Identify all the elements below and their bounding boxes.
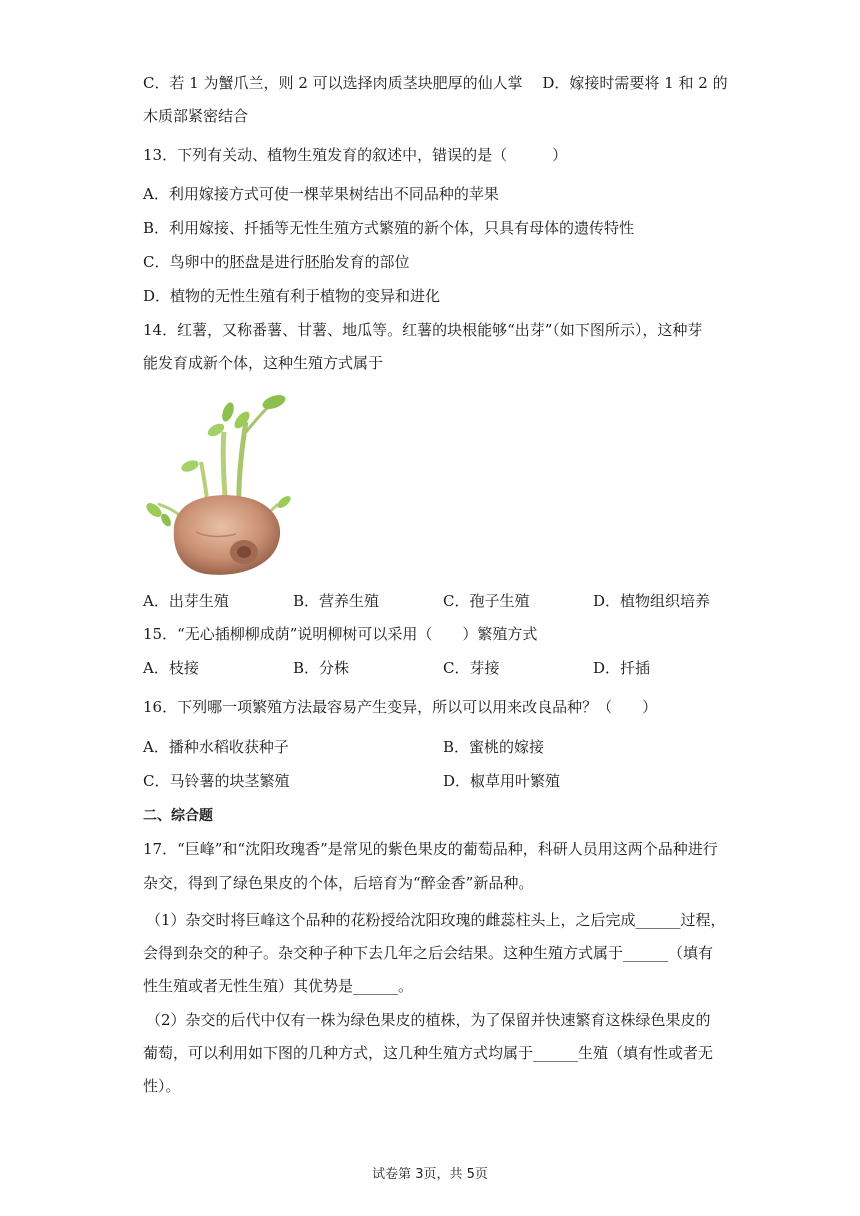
question-13: 13．下列有关动、植物生殖发育的叙述中，错误的是（ ） <box>143 146 568 164</box>
q17-part1-line3: 性生殖或者无性生殖）其优势是______。 <box>143 977 414 995</box>
question-17-line2: 杂交，得到了绿色果皮的个体，后培育为“醉金香”新品种。 <box>143 874 534 892</box>
question-14-line2: 能发育成新个体，这种生殖方式属于 <box>143 354 384 372</box>
q13-option-a: A．利用嫁接方式可使一棵苹果树结出不同品种的苹果 <box>143 185 499 203</box>
question-16: 16．下列哪一项繁殖方法最容易产生变异，所以可以用来改良品种？（ ） <box>143 698 658 716</box>
q17-part2-line3: 性）。 <box>143 1077 181 1095</box>
q16-option-d[interactable]: D．椒草用叶繁殖 <box>443 772 561 790</box>
q16-options-row2 <box>143 771 743 791</box>
question-15: 15．“无心插柳柳成荫”说明柳树可以采用（ ）繁殖方式 <box>143 625 538 643</box>
sweet-potato-sprouting-image <box>146 392 294 580</box>
q16-option-c[interactable]: C．马铃薯的块茎繁殖 <box>143 772 290 790</box>
q17-part2-line1: （2）杂交的后代中仅有一株为绿色果皮的植株，为了保留并快速繁育这株绿色果皮的 <box>146 1011 711 1029</box>
q14-options <box>143 591 743 611</box>
q16-option-a[interactable]: A．播种水稻收获种子 <box>143 738 289 756</box>
q17-part1-line2: 会得到杂交的种子。杂交种子种下去几年之后会结果。这种生殖方式属于______（填有 <box>143 944 714 962</box>
q16-options-row1 <box>143 737 743 757</box>
q15-option-c[interactable]: C．芽接 <box>443 659 500 677</box>
q13-option-b: B．利用嫁接、扦插等无性生殖方式繁殖的新个体，只具有母体的遗传特性 <box>143 219 635 237</box>
q15-option-b[interactable]: B．分株 <box>293 659 350 677</box>
q14-option-b[interactable]: B．营养生殖 <box>293 592 380 610</box>
q14-option-d[interactable]: D．植物组织培养 <box>593 592 711 610</box>
q13-option-c: C．鸟卵中的胚盘是进行胚胎发育的部位 <box>143 253 410 271</box>
q15-option-d[interactable]: D．扦插 <box>593 659 651 677</box>
q13-option-d: D．植物的无性生殖有利于植物的变异和进化 <box>143 287 441 305</box>
q12-option-c-d-line1: C．若 1 为蟹爪兰，则 2 可以选择肉质茎块肥厚的仙人掌 D．嫁接时需要将 1 和 2 的 <box>143 74 728 92</box>
q17-part2-line2: 葡萄，可以利用如下图的几种方式，这几种生殖方式均属于______生殖（填有性或者无 <box>143 1044 714 1062</box>
section-heading-comprehensive: 二、综合题 <box>143 808 213 824</box>
q15-option-a[interactable]: A．枝接 <box>143 659 199 677</box>
q14-option-c[interactable]: C．孢子生殖 <box>443 592 530 610</box>
question-14-line1: 14．红薯，又称番薯、甘薯、地瓜等。红薯的块根能够“出芽”（如下图所示），这种芽 <box>143 321 703 339</box>
q17-part1-line1: （1）杂交时将巨峰这个品种的花粉授给沈阳玫瑰的雌蕊柱头上，之后完成______过程， <box>146 911 726 929</box>
question-17-line1: 17．“巨峰”和“沈阳玫瑰香”是常见的紫色果皮的葡萄品种，科研人员用这两个品种进行 <box>143 840 718 858</box>
q16-option-b[interactable]: B．蜜桃的嫁接 <box>443 738 545 756</box>
page-footer: 试卷第 3页，共 5页 <box>372 1167 488 1182</box>
q12-option-d-line2: 木质部紧密结合 <box>143 107 249 125</box>
q15-options <box>143 658 743 678</box>
q14-option-a[interactable]: A．出芽生殖 <box>143 592 229 610</box>
